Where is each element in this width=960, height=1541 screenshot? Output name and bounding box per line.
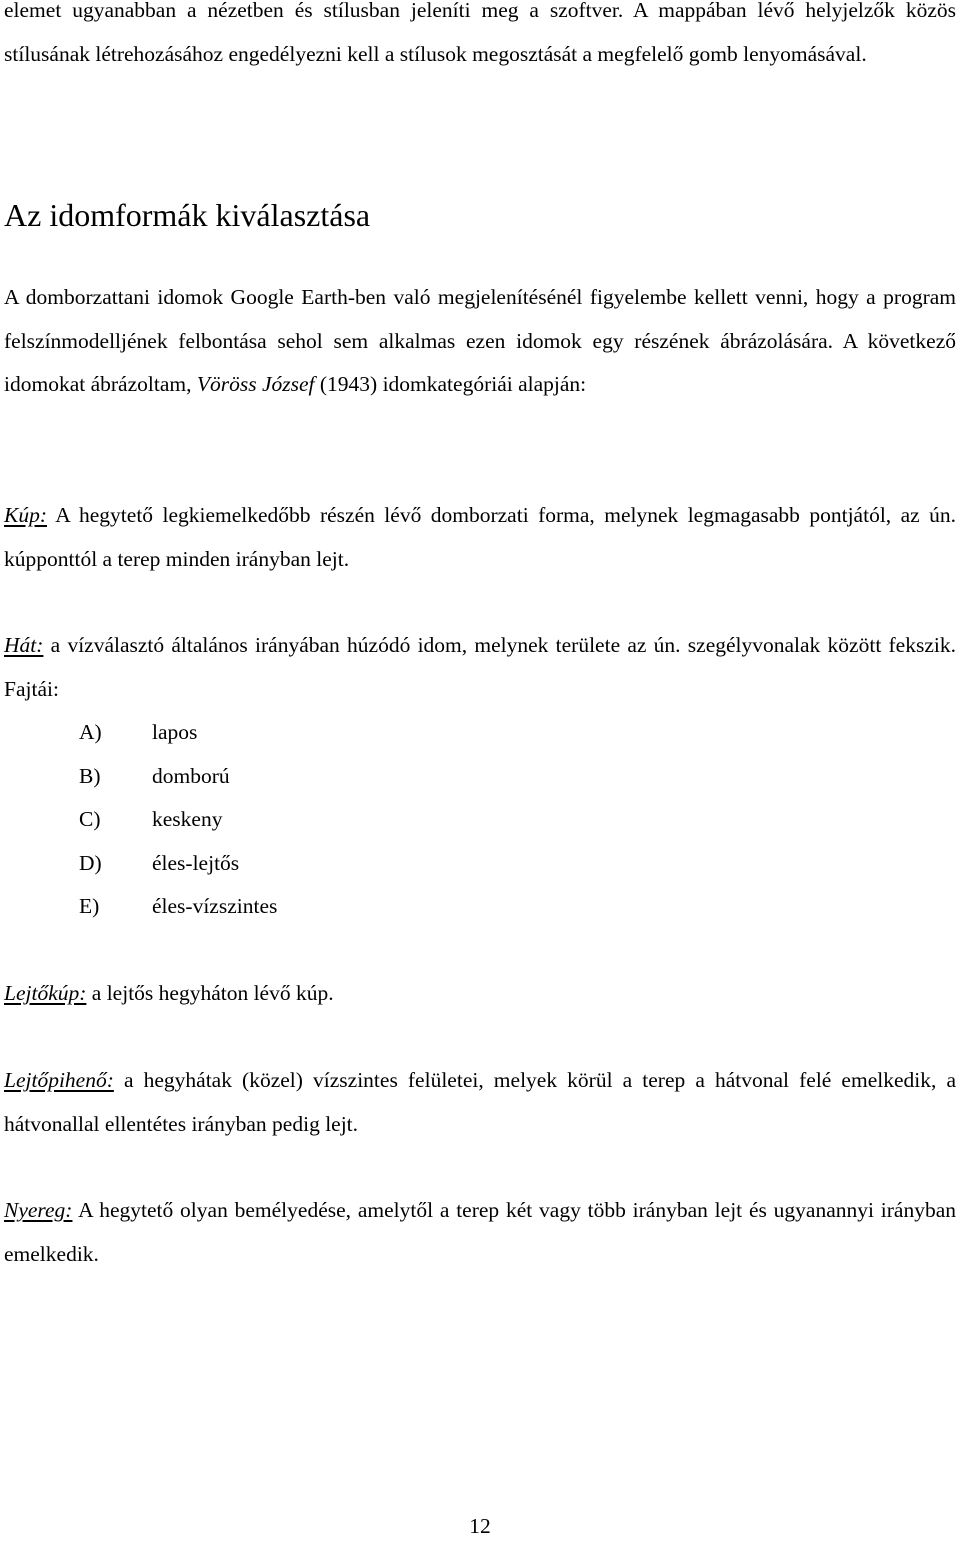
nyereg-text: A hegytető olyan bemélyedése, amelytől a terep két vagy több irányban lejt és ugyanannyi irányban emelkedik. bbox=[4, 1198, 956, 1266]
hat-definition bbox=[4, 624, 956, 711]
hat-term: Hát: bbox=[4, 633, 44, 657]
intro-paragraph: elemet ugyanabban a nézetben és stílusban jeleníti meg a szoftver. A mappában lévő helyjelzők közös stílusának létrehozásához engedélyezni kell a stílusok megosztását a megfelelő gomb lenyomásával. bbox=[4, 0, 956, 66]
section-heading: Az idomformák kiválasztása bbox=[4, 197, 371, 233]
list-item bbox=[4, 711, 277, 755]
list-item-letter: A) bbox=[79, 720, 102, 744]
lejtokup-term: Lejtőkúp: bbox=[4, 981, 87, 1005]
lejtopiheno-term: Lejtőpihenő: bbox=[4, 1068, 114, 1092]
hat-text bbox=[4, 633, 956, 701]
lejtokup-definition bbox=[4, 972, 956, 1016]
list-item-letter: D) bbox=[79, 850, 102, 875]
hat-text-body: a vízválasztó általános irányában húzódó idom, melynek területe az ún. szegélyvonalak között fekszik. Fajtái: bbox=[4, 633, 956, 701]
kup-text: A hegytető legkiemelkedőbb részén lévő domborzati forma, melynek legmagasabb pontjától, az ún. kúpponttól a terep minden irányban lejt. bbox=[4, 503, 956, 571]
hat-types-list bbox=[4, 711, 277, 929]
list-item-letter: B) bbox=[79, 763, 101, 788]
landform-intro-text-before: A domborzattani idomok Google Earth-ben való megjelenítésénél figyelembe kellett venni, hogy a program felszínmodelljének felbontása sehol sem alkalmas ezen idomok egy részének ábrázolására. A következő idomokat ábrázoltam, bbox=[4, 285, 956, 396]
list-item-label: éles-vízszintes bbox=[152, 894, 278, 918]
list-item bbox=[4, 755, 277, 799]
list-item-label: éles-lejtős bbox=[152, 850, 240, 875]
list-item bbox=[4, 798, 277, 842]
page-number: 12 bbox=[469, 1514, 491, 1538]
list-item-letter: E) bbox=[79, 894, 100, 918]
kup-definition bbox=[4, 494, 956, 581]
list-item-label: lapos bbox=[152, 720, 198, 744]
kup-term: Kúp: bbox=[4, 503, 47, 527]
nyereg-definition bbox=[4, 1189, 956, 1276]
lejtopiheno-definition bbox=[4, 1059, 956, 1146]
list-item-label: keskeny bbox=[152, 807, 223, 831]
lejtopiheno-text: a hegyhátak (közel) vízszintes felületei, melyek körül a terep a hátvonal felé emelkedik, a hátvonallal ellentétes irányban pedig lejt. bbox=[4, 1068, 956, 1136]
author-name: Vöröss József bbox=[196, 372, 315, 396]
landform-intro-text-after: (1943) idomkategóriái alapján: bbox=[314, 372, 587, 396]
list-item-letter: C) bbox=[79, 807, 101, 831]
list-item-label: domború bbox=[152, 763, 230, 788]
lejtokup-text: a lejtős hegyháton lévő kúp. bbox=[86, 981, 334, 1005]
nyereg-term: Nyereg: bbox=[4, 1198, 73, 1222]
landform-intro-paragraph bbox=[4, 276, 956, 407]
list-item bbox=[4, 842, 277, 886]
list-item bbox=[4, 885, 277, 929]
